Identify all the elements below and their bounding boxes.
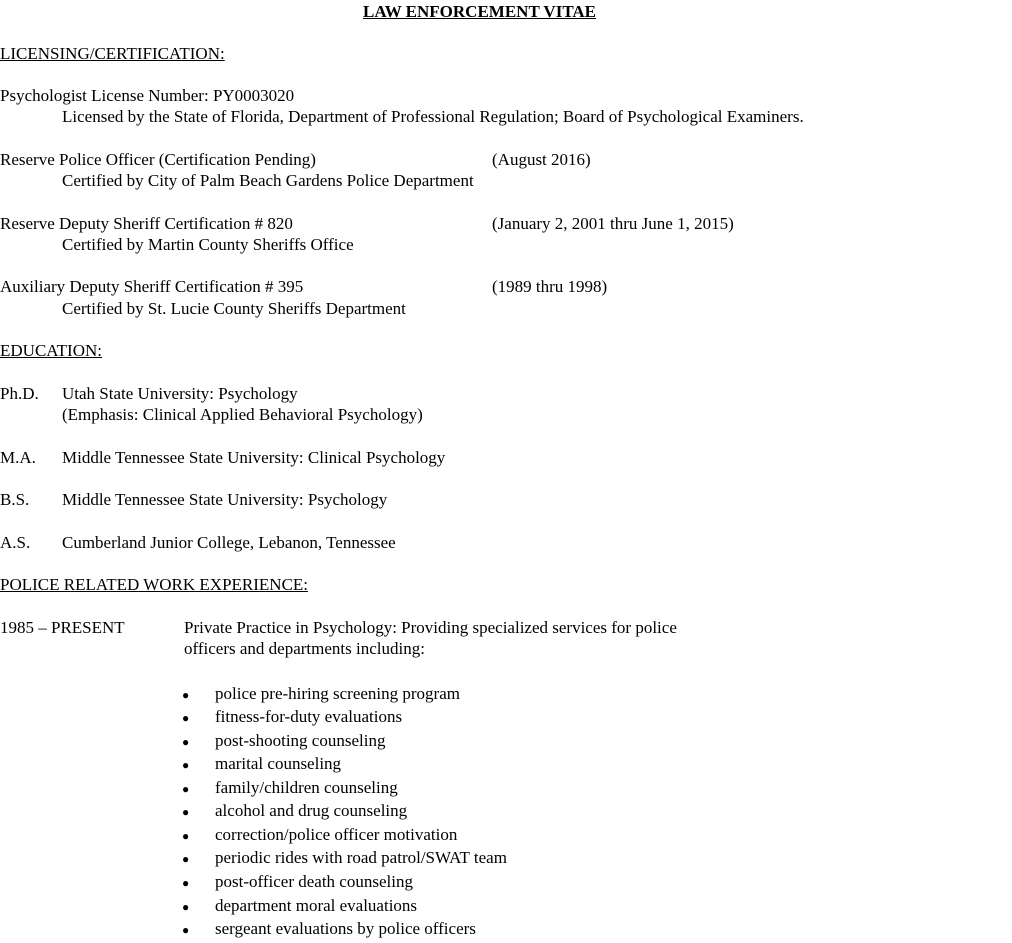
degree-institution: Utah State University: Psychology [62, 384, 298, 403]
list-item: police pre-hiring screening program [215, 684, 460, 703]
list-item: post-shooting counseling [215, 731, 386, 750]
degree-emphasis: (Emphasis: Clinical Applied Behavioral Psychology) [62, 405, 423, 424]
degree-label: A.S. [0, 533, 31, 552]
work-description: officers and departments including: [184, 639, 425, 658]
list-item: department moral evaluations [215, 896, 418, 915]
bullet-icon: ● [182, 688, 190, 702]
work-description: Private Practice in Psychology: Providing specialized services for police [184, 618, 677, 637]
bullet-icon: ● [182, 876, 190, 890]
document-title: LAW ENFORCEMENT VITAE [363, 2, 597, 21]
bullet-icon: ● [182, 735, 190, 749]
license-title: Psychologist License Number: PY0003020 [0, 86, 295, 105]
bullet-icon: ● [182, 758, 190, 772]
bullet-icon: ● [182, 782, 190, 796]
degree-institution: Middle Tennessee State University: Clinical Psychology [62, 448, 446, 467]
list-item: periodic rides with road patrol/SWAT team [215, 848, 507, 867]
bullet-icon: ● [182, 711, 190, 725]
certification-date: (January 2, 2001 thru June 1, 2015) [492, 214, 734, 233]
degree-institution: Cumberland Junior College, Lebanon, Tennessee [62, 533, 396, 552]
list-item: family/children counseling [215, 778, 398, 797]
list-item: fitness-for-duty evaluations [215, 707, 403, 726]
certification-title: Auxiliary Deputy Sheriff Certification # 395 [0, 277, 304, 296]
bullet-icon: ● [182, 805, 190, 819]
list-item: correction/police officer motivation [215, 825, 458, 844]
degree-label: B.S. [0, 490, 30, 509]
bullet-icon: ● [182, 923, 190, 937]
bullet-icon: ● [182, 829, 190, 843]
degree-institution: Middle Tennessee State University: Psychology [62, 490, 388, 509]
bullet-icon: ● [182, 852, 190, 866]
list-item: alcohol and drug counseling [215, 801, 408, 820]
certification-detail: Certified by Martin County Sheriffs Office [62, 235, 354, 254]
certification-date: (1989 thru 1998) [492, 277, 608, 296]
certification-date: (August 2016) [492, 150, 591, 169]
certification-detail: Certified by St. Lucie County Sheriffs Department [62, 299, 406, 318]
license-detail: Licensed by the State of Florida, Department of Professional Regulation; Board of Psychological Examiners. [62, 107, 804, 126]
certification-title: Reserve Deputy Sheriff Certification # 820 [0, 214, 293, 233]
work-period: 1985 – PRESENT [0, 618, 125, 637]
licensing-heading: LICENSING/CERTIFICATION: [0, 44, 225, 63]
work-heading: POLICE RELATED WORK EXPERIENCE: [0, 575, 309, 594]
certification-detail: Certified by City of Palm Beach Gardens Police Department [62, 171, 474, 190]
degree-label: Ph.D. [0, 384, 39, 403]
education-heading: EDUCATION: [0, 341, 102, 360]
certification-title: Reserve Police Officer (Certification Pending) [0, 150, 316, 169]
list-item: sergeant evaluations by police officers [215, 919, 476, 938]
list-item: post-officer death counseling [215, 872, 413, 891]
bullet-icon: ● [182, 900, 190, 914]
list-item: marital counseling [215, 754, 342, 773]
degree-label: M.A. [0, 448, 36, 467]
